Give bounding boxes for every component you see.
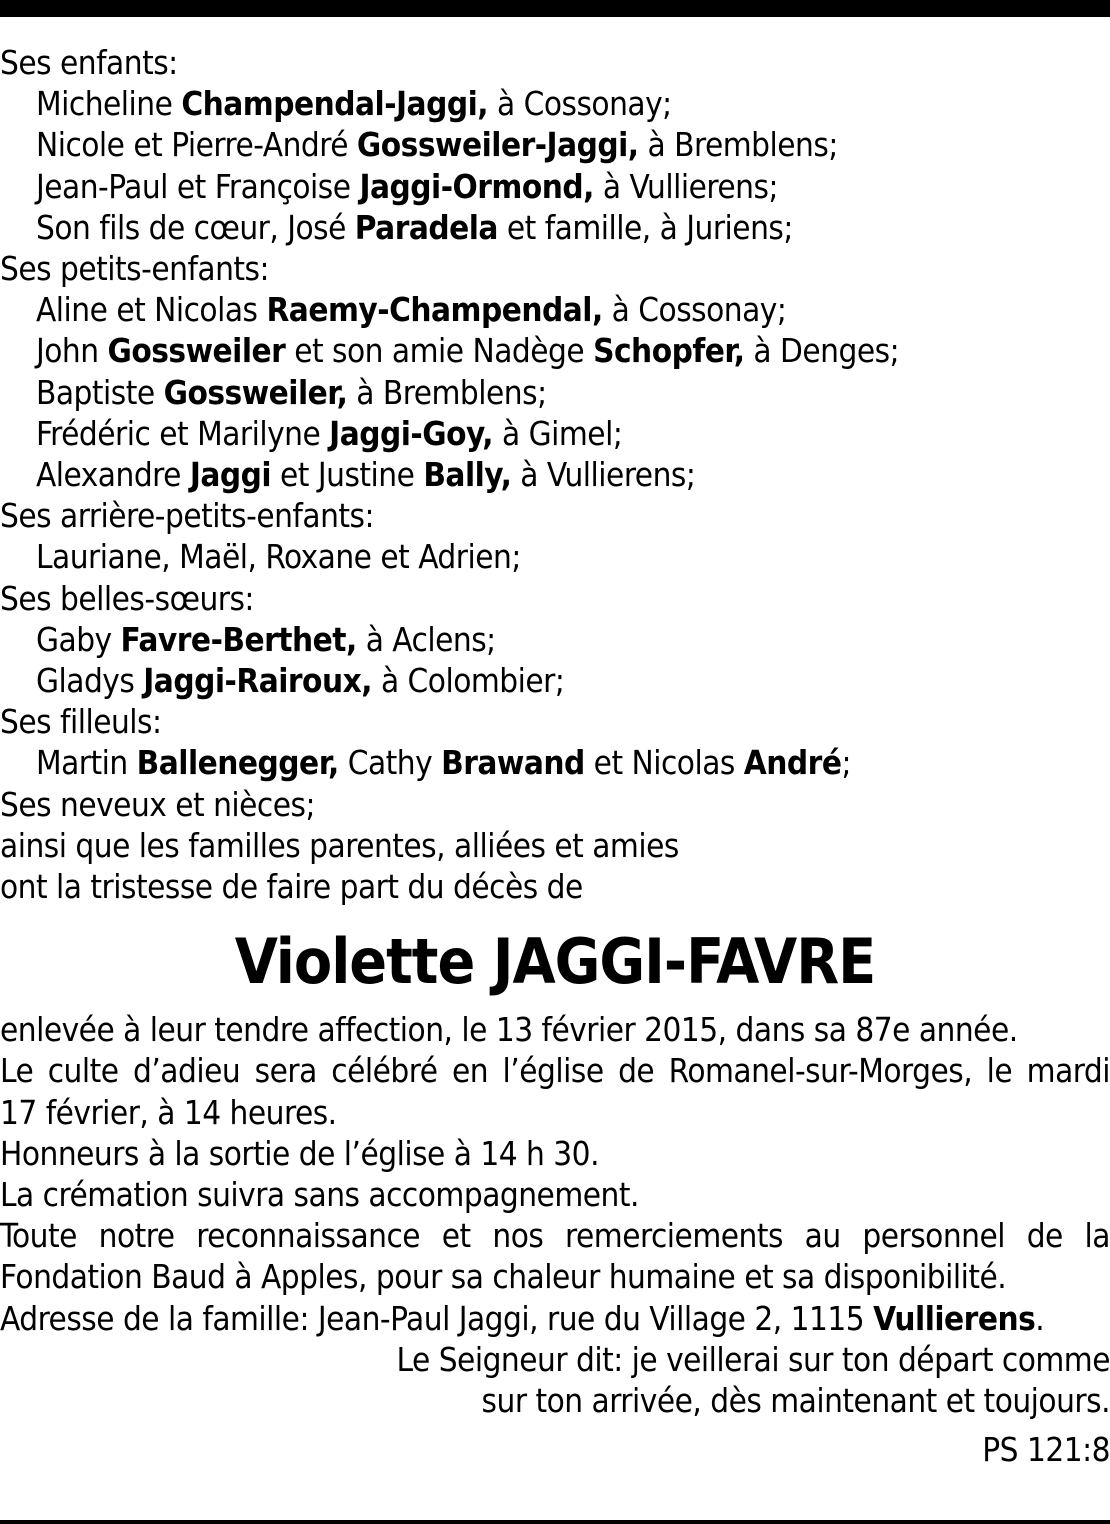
text-segment: Baptiste xyxy=(36,372,164,412)
text-segment: Son fils de cœur, José xyxy=(36,207,355,247)
text-segment: et Nicolas xyxy=(584,743,744,783)
thanks-line-1: Toute notre reconnaissance et nos remerciements au personnel de la xyxy=(0,1216,1110,1256)
text-segment: et Justine xyxy=(271,455,424,495)
family-name: Jaggi-Goy, xyxy=(329,413,494,453)
family-name: Schopfer, xyxy=(593,331,745,371)
deceased-name: Violette JAGGI-FAVRE xyxy=(234,925,876,999)
family-address xyxy=(0,1298,1110,1339)
text-segment: Aline et Nicolas xyxy=(36,290,267,330)
text-segment: Alexandre xyxy=(36,455,190,495)
family-name: Raemy-Champendal, xyxy=(266,290,603,330)
family-name: Ballenegger, xyxy=(136,743,339,783)
funeral-service-line-2: 17 février, à 14 heures. xyxy=(0,1092,337,1132)
text-segment: à Bremblens; xyxy=(638,125,838,165)
family-name: Jaggi-Rairoux, xyxy=(143,661,373,701)
announcement-line: ont la tristesse de faire part du décès de xyxy=(0,867,583,907)
text-segment: Jean-Paul et Françoise xyxy=(36,166,360,206)
family-name: Jaggi xyxy=(189,455,272,495)
top-rule xyxy=(0,0,1110,17)
text-segment: à Colombier; xyxy=(372,661,565,701)
text-segment: à Bremblens; xyxy=(347,372,547,412)
address-city: Vullierens xyxy=(873,1298,1036,1338)
text-segment: Gaby xyxy=(36,619,121,659)
text-segment: Cathy xyxy=(338,743,442,783)
text-segment: à Cossonay; xyxy=(602,290,787,330)
family-group-heading: Ses arrière-petits-enfants: xyxy=(0,496,374,536)
family-member-line xyxy=(0,413,1110,454)
family-name: Gossweiler xyxy=(107,331,286,371)
cremation-line: La crémation suivra sans accompagnement. xyxy=(0,1175,639,1215)
family-member-line xyxy=(0,330,1110,371)
text-segment: Micheline xyxy=(36,84,182,124)
text-segment: Gladys xyxy=(36,661,144,701)
family-group-heading: Ses filleuls: xyxy=(0,702,162,742)
death-date-line: enlevée à leur tendre affection, le 13 février 2015, dans sa 87e année. xyxy=(0,1010,1018,1050)
obituary-notice xyxy=(0,42,1110,1471)
family-member-line xyxy=(0,660,1110,701)
family-member-line xyxy=(0,83,1110,124)
family-member-line xyxy=(0,207,1110,248)
text-segment: Frédéric et Marilyne xyxy=(36,413,330,453)
honors-line: Honneurs à la sortie de l’église à 14 h 30. xyxy=(0,1133,599,1173)
family-member-line xyxy=(0,742,1110,783)
text-segment: et son amie Nadège xyxy=(285,331,594,371)
address-suffix: . xyxy=(1035,1298,1045,1338)
family-member-line xyxy=(0,124,1110,165)
thanks-line-2: Fondation Baud à Apples, pour sa chaleur humaine et sa disponibilité. xyxy=(0,1257,1007,1297)
family-member-line xyxy=(0,619,1110,660)
text-segment: à Vullierens; xyxy=(511,455,696,495)
bottom-rule xyxy=(0,1520,1110,1524)
family-name: Champendal-Jaggi, xyxy=(181,84,489,124)
family-list xyxy=(0,42,1110,784)
family-member-line xyxy=(0,166,1110,207)
verse-line-1: Le Seigneur dit: je veillerai sur ton départ comme xyxy=(396,1339,1110,1379)
text-segment: à Cossonay; xyxy=(488,84,672,124)
verse-reference: PS 121:8 xyxy=(982,1430,1110,1470)
text-segment: et famille, à Juriens; xyxy=(497,207,793,247)
family-name: Brawand xyxy=(441,743,585,783)
text-segment: à Vullierens; xyxy=(593,166,778,206)
family-member-line xyxy=(0,372,1110,413)
family-member-line xyxy=(0,289,1110,330)
nephews-line: Ses neveux et nièces; xyxy=(0,784,316,824)
family-name: André xyxy=(743,743,842,783)
text-segment: John xyxy=(36,331,108,371)
family-name: Favre-Berthet, xyxy=(120,619,357,659)
family-name: Gossweiler-Jaggi, xyxy=(356,125,639,165)
family-name: Gossweiler, xyxy=(163,372,348,412)
family-name: Paradela xyxy=(354,207,498,247)
text-segment: à Aclens; xyxy=(356,619,496,659)
family-name: Bally, xyxy=(423,455,512,495)
family-member-line xyxy=(0,536,1110,577)
address-text: Adresse de la famille: Jean-Paul Jaggi, rue du Village 2, 1115 xyxy=(0,1298,874,1338)
family-group-heading: Ses enfants: xyxy=(0,43,178,82)
text-segment: Nicole et Pierre-André xyxy=(36,125,357,165)
family-name: Jaggi-Ormond, xyxy=(359,166,594,206)
family-group-heading: Ses petits-enfants: xyxy=(0,249,270,289)
text-segment: Martin xyxy=(36,743,137,783)
funeral-service-line-1: Le culte d’adieu sera célébré en l’église de Romanel-sur-Morges, le mardi xyxy=(0,1051,1110,1091)
text-segment: ; xyxy=(841,743,851,783)
family-group-heading: Ses belles-sœurs: xyxy=(0,578,254,618)
text-segment: Lauriane, Maël, Roxane et Adrien; xyxy=(36,537,521,577)
family-member-line xyxy=(0,454,1110,495)
verse-line-2: sur ton arrivée, dès maintenant et toujours. xyxy=(481,1381,1110,1421)
text-segment: à Denges; xyxy=(744,331,900,371)
text-segment: à Gimel; xyxy=(493,413,623,453)
relatives-line: ainsi que les familles parentes, alliées et amies xyxy=(0,825,679,865)
